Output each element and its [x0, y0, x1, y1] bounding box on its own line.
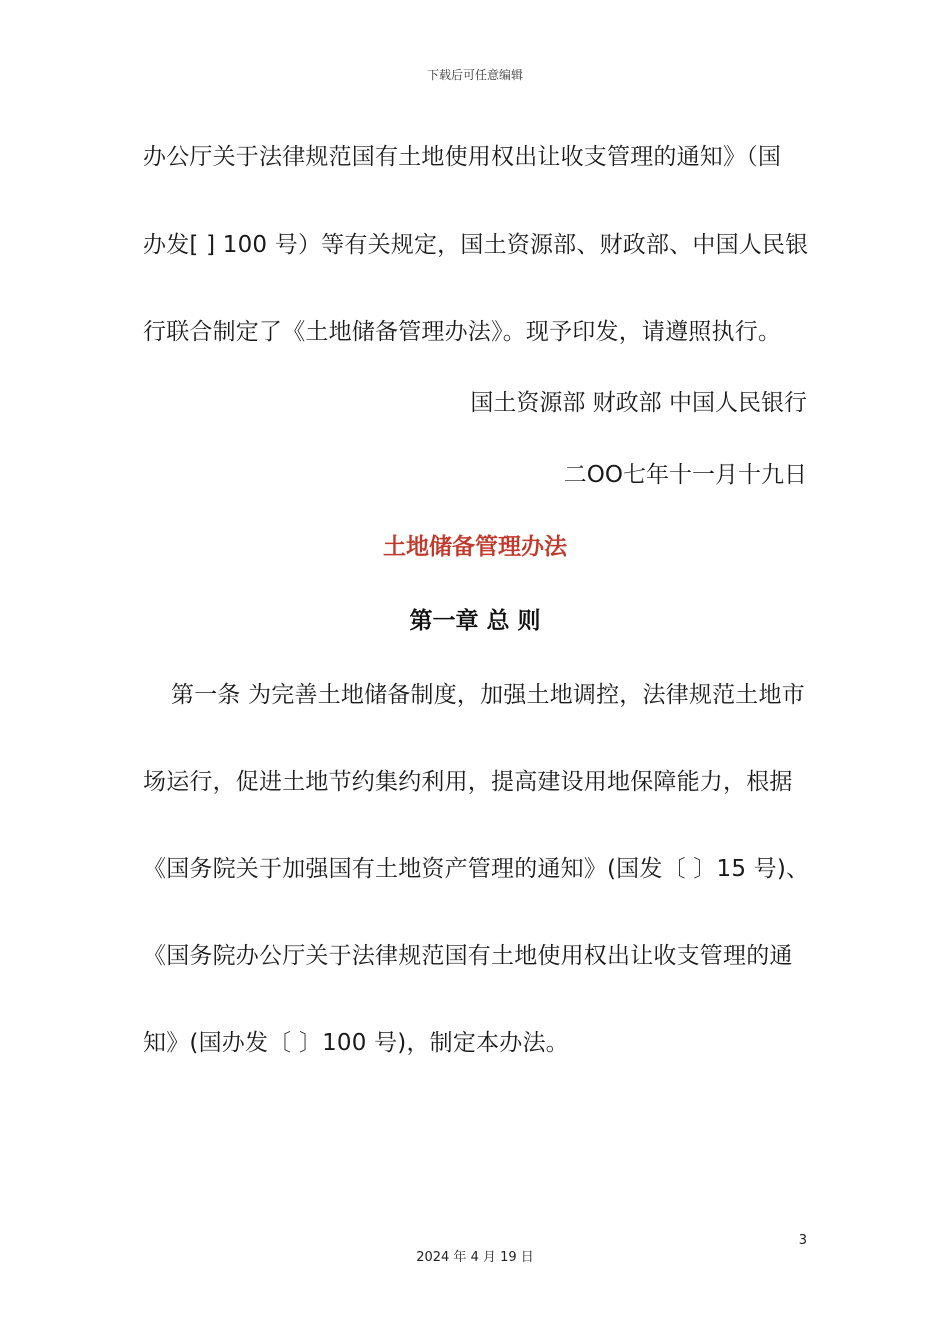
page-number: 3	[798, 1233, 807, 1248]
footer-date: 2024 年 4 月 19 日	[416, 1250, 534, 1265]
article-line: 《国务院办公厅关于法律规范国有土地使用权出让收支管理的通	[143, 943, 793, 969]
article-line: 第一条 为完善土地储备制度，加强土地调控，法律规范土地市	[171, 682, 805, 708]
chapter-heading: 第一章 总 则	[409, 608, 541, 634]
article-line: 知》(国办发〔 〕100 号)，制定本办法。	[143, 1030, 569, 1056]
article-line: 场运行，促进土地节约集约利用，提高建设用地保障能力，根据	[143, 769, 793, 795]
paragraph-line: 办公厅关于法律规范国有土地使用权出让收支管理的通知》（国	[143, 144, 782, 170]
article-line: 《国务院关于加强国有土地资产管理的通知》(国发〔 〕15 号)、	[143, 856, 810, 882]
paragraph-line: 行联合制定了《土地储备管理办法》。现予印发，请遵照执行。	[143, 319, 782, 345]
signature-issuers: 国土资源部 财政部 中国人民银行	[470, 390, 807, 416]
paragraph-line: 办发[ ] 100 号）等有关规定，国土资源部、财政部、中国人民银	[143, 232, 809, 258]
page-header: 下载后可任意编辑	[426, 68, 523, 82]
signature-date: 二OO七年十一月十九日	[563, 462, 807, 488]
document-title: 土地储备管理办法	[383, 534, 567, 560]
